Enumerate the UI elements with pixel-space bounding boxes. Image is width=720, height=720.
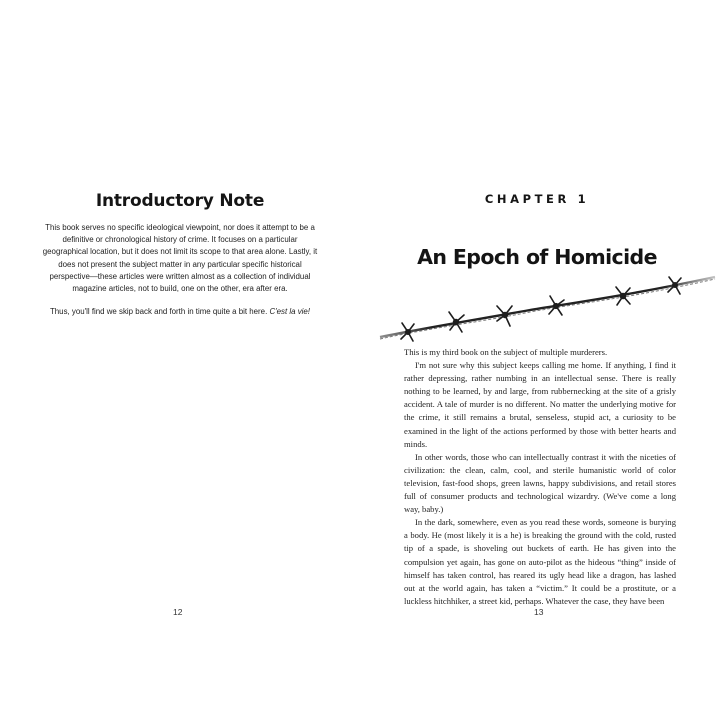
chapter-label: CHAPTER 1	[484, 192, 590, 206]
intro-paragraph-text: Thus, you'll find we skip back and forth in time quite a bit here.	[49, 307, 270, 317]
intro-paragraph: This book serves no specific ideological viewpoint, nor does it attempt to be a definitive or chronological history of crime. It focuses on a particular geographical location, but it does not limit its scope to that area alone. Lastly, it does not present the subject matter in any particular specific historical perspective—these articles were written almost as a collection of individual magazine articles, not to build, one on the other, era after era.	[42, 223, 318, 294]
intro-paragraph	[40, 306, 320, 318]
body-paragraph: I'm not sure why this subject keeps calling me home. If anything, I find it rather depressing, rather numbing in an intellectual sense. There is really nothing to be learned, by and large, from rubbernecking at the site of a grisly accident. A tale of murder is no different. No matter the underlying motive for the crime, it still remains a brutal, senseless, stupid act, a curiosity to be examined in the light of the actions performed by those with better hearts and minds.	[404, 360, 676, 449]
page-number-right: 13	[534, 607, 544, 617]
chapter-title: An Epoch of Homicide	[417, 245, 657, 269]
body-paragraph: In the dark, somewhere, even as you read these words, someone is burying a body. He (most likely it is a he) is breaking the ground with the cold, rusted tip of a spade, is shoveling out buckets of earth. He has given into the compulsion yet again, has gone on auto-pilot as the hideous “thing” inside of himself has taken control, has reared its ugly head like a dragon, has lashed out at the world again, has taken a “victim.” It could be a prostitute, or a luckless hitchhiker, a street kid, perhaps. Whatever the case, they have been	[404, 517, 676, 606]
intro-paragraph-italic: C'est la vie!	[269, 307, 311, 317]
body-paragraph: This is my third book on the subject of multiple murderers.	[404, 347, 608, 357]
introductory-note-body	[40, 222, 320, 329]
page-number-left: 12	[173, 607, 183, 617]
chapter-body	[404, 346, 676, 608]
introductory-note-title: Introductory Note	[95, 191, 265, 211]
body-paragraph: In other words, those who can intellectually contrast it with the niceties of civilization: the clean, calm, cool, and sterile humanistic world of color television, fast-food shops, green lawns, happy subdivisions, and retail stores full of consumer products and technological wizardry. (We've come a long way, baby.)	[404, 451, 676, 515]
